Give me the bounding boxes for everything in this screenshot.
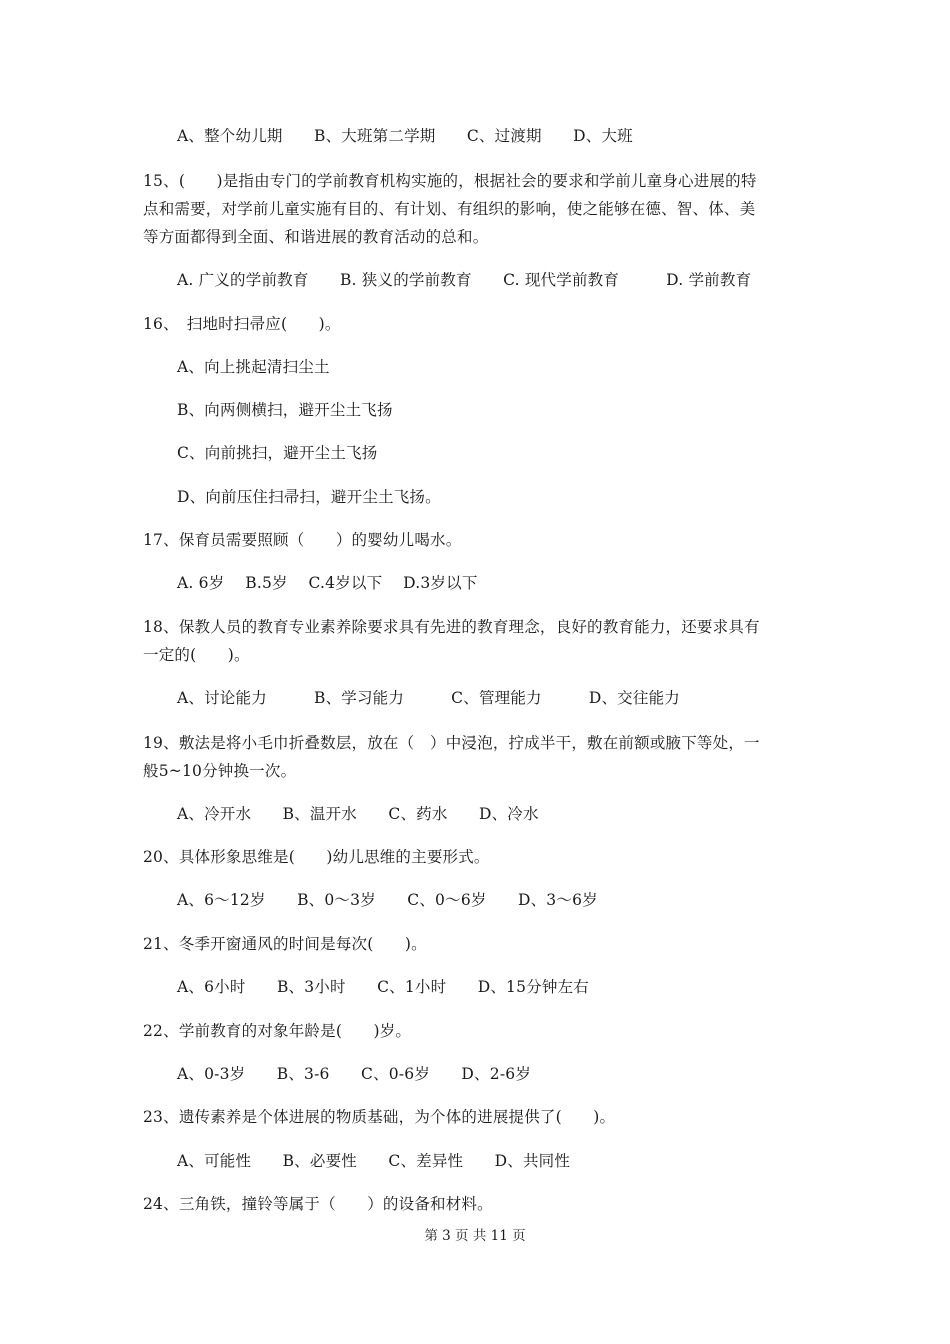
q21-options: A、6小时 B、3小时 C、1小时 D、15分钟左右 [177,978,589,996]
q15-line-2: 点和需要，对学前儿童实施有目的、有计划、有组织的影响，使之能够在德、智、体、美 [143,200,756,218]
q18-options: A、讨论能力 B、学习能力 C、管理能力 D、交往能力 [177,689,680,707]
q19-line-2: 般5~10分钟换一次。 [143,762,297,780]
q17-options: A. 6岁 B.5岁 C.4岁以下 D.3岁以下 [177,574,478,592]
q14-options: A、整个幼儿期 B、大班第二学期 C、过渡期 D、大班 [177,127,633,145]
q20-options: A、6～12岁 B、0～3岁 C、0～6岁 D、3～6岁 [177,891,598,909]
q19-line-1: 19、敷法是将小毛巾折叠数层，放在（ ）中浸泡，拧成半干，敷在前额或腋下等处，一 [143,734,760,752]
q23-stem: 23、遗传素养是个体进展的物质基础，为个体的进展提供了( )。 [143,1108,616,1126]
q21-stem: 21、冬季开窗通风的时间是每次( )。 [143,935,427,953]
q16-option-c: C、向前挑扫，避开尘土飞扬 [177,444,378,462]
q15-line-1: 15、( )是指由专门的学前教育机构实施的，根据社会的要求和学前儿童身心进展的特 [143,172,757,190]
q16-option-b: B、向两侧横扫，避开尘土飞扬 [177,401,393,419]
q18-line-1: 18、保教人员的教育专业素养除要求具有先进的教育理念，良好的教育能力，还要求具有 [143,618,760,636]
q18-line-2: 一定的( )。 [143,646,250,664]
q20-stem: 20、具体形象思维是( )幼儿思维的主要形式。 [143,848,490,866]
q15-options: A. 广义的学前教育 B. 狭义的学前教育 C. 现代学前教育 D. 学前教育 [177,271,752,289]
q22-stem: 22、学前教育的对象年龄是( )岁。 [143,1022,412,1040]
q16-stem: 16、 扫地时扫帚应( )。 [143,315,341,333]
q22-options: A、0-3岁 B、3-6 C、0-6岁 D、2-6岁 [177,1065,532,1083]
q17-stem: 17、保育员需要照顾（ ）的婴幼儿喝水。 [143,531,462,549]
q16-option-d: D、向前压住扫帚扫，避开尘土飞扬。 [177,488,441,506]
q15-line-3: 等方面都得到全面、和谐进展的教育活动的总和。 [143,228,489,246]
q24-stem: 24、三角铁，撞铃等属于（ ）的设备和材料。 [143,1195,493,1213]
page-footer: 第 3 页 共 11 页 [424,1228,526,1244]
q16-option-a: A、向上挑起清扫尘土 [177,358,330,376]
q23-options: A、可能性 B、必要性 C、差异性 D、共同性 [177,1152,571,1170]
q19-options: A、冷开水 B、温开水 C、药水 D、冷水 [177,805,539,823]
